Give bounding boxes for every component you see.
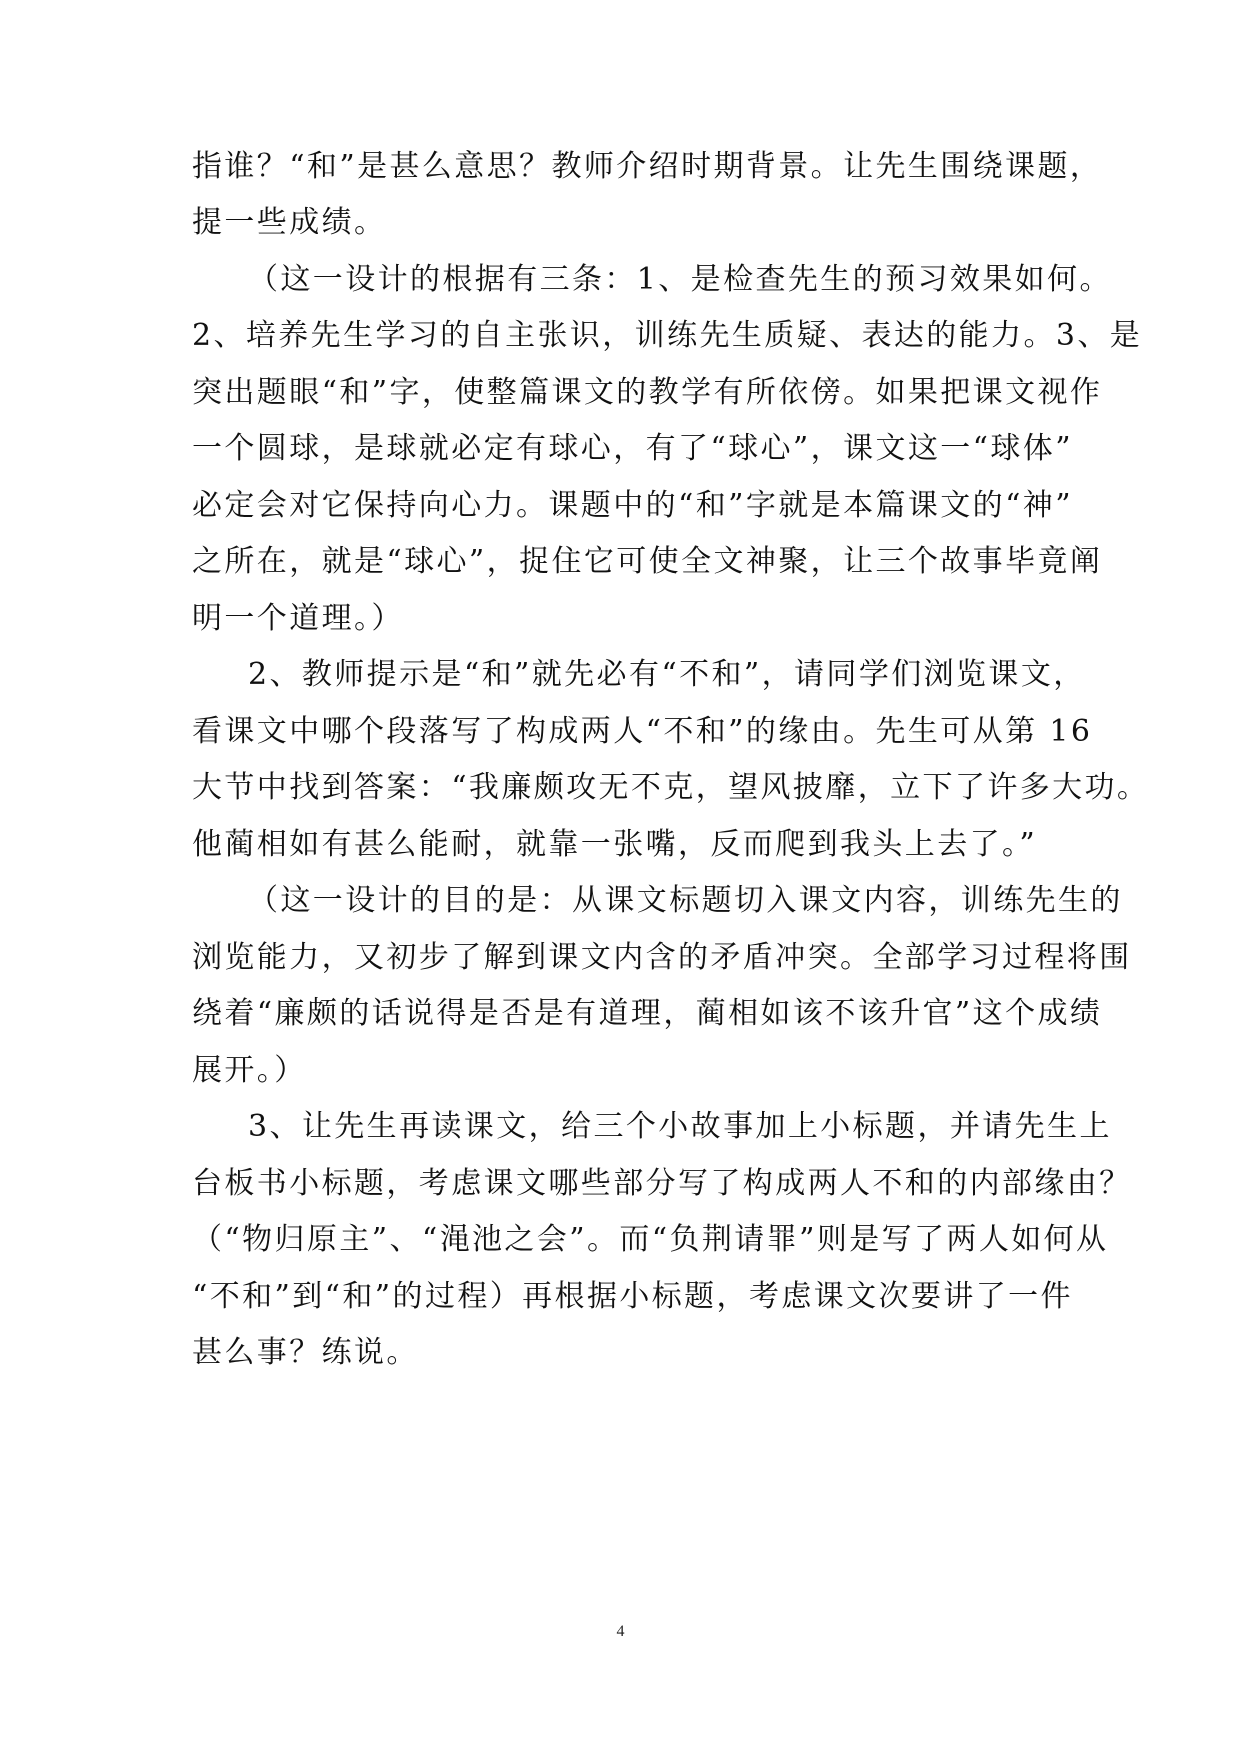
- text-line: 2、培养先生学习的自主张识，训练先生质疑、表达的能力。3、是: [192, 318, 1143, 353]
- text-line: 必定会对它保持向心力。课题中的“和”字就是本篇课文的“神”: [192, 488, 1073, 523]
- text-line: 提一些成绩。: [192, 205, 387, 240]
- text-line: 展开。）: [192, 1053, 307, 1088]
- text-line: 绕着“廉颇的话说得是否是有道理，蔺相如该不该升官”这个成绩: [192, 996, 1103, 1031]
- text-line: 明一个道理。）: [192, 601, 404, 636]
- text-line: 突出题眼“和”字，使整篇课文的教学有所依傍。如果把课文视作: [192, 375, 1103, 410]
- text-line: 甚么事？练说。: [192, 1335, 419, 1370]
- text-line: 台板书小标题，考虑课文哪些部分写了构成两人不和的内部缘由？: [192, 1166, 1132, 1201]
- text-line: 他蔺相如有甚么能耐，就靠一张嘴，反而爬到我头上去了。”: [192, 827, 1038, 862]
- text-line: 之所在，就是“球心”，捉住它可使全文神聚，让三个故事毕竟阐: [192, 544, 1103, 579]
- page-number: 4: [616, 1623, 625, 1640]
- text-line: 一个圆球，是球就必定有球心，有了“球心”，课文这一“球体”: [192, 431, 1073, 466]
- text-line: 指谁？“和”是甚么意思？教师介绍时期背景。让先生围绕课题，: [192, 149, 1103, 184]
- text-line: （“物归原主”、“渑池之会”。而“负荆请罪”则是写了两人如何从: [192, 1222, 1109, 1257]
- text-line: 大节中找到答案：“我廉颇攻无不克，望风披靡，立下了许多大功。: [192, 770, 1150, 805]
- text-line: 看课文中哪个段落写了构成两人“不和”的缘由。先生可从第 16: [192, 714, 1093, 749]
- text-line: 浏览能力，又初步了解到课文内含的矛盾冲突。全部学习过程将围: [192, 940, 1132, 975]
- text-line: “不和”到“和”的过程）再根据小标题，考虑课文次要讲了一件: [192, 1279, 1073, 1314]
- text-line: （这一设计的目的是：从课文标题切入课文内容，训练先生的: [248, 883, 1123, 918]
- text-line: （这一设计的根据有三条：1、是检查先生的预习效果如何。: [248, 262, 1112, 297]
- text-line: 2、教师提示是“和”就先必有“不和”，请同学们浏览课文，: [248, 657, 1086, 692]
- text-line: 3、让先生再读课文，给三个小故事加上小标题，并请先生上: [248, 1109, 1112, 1144]
